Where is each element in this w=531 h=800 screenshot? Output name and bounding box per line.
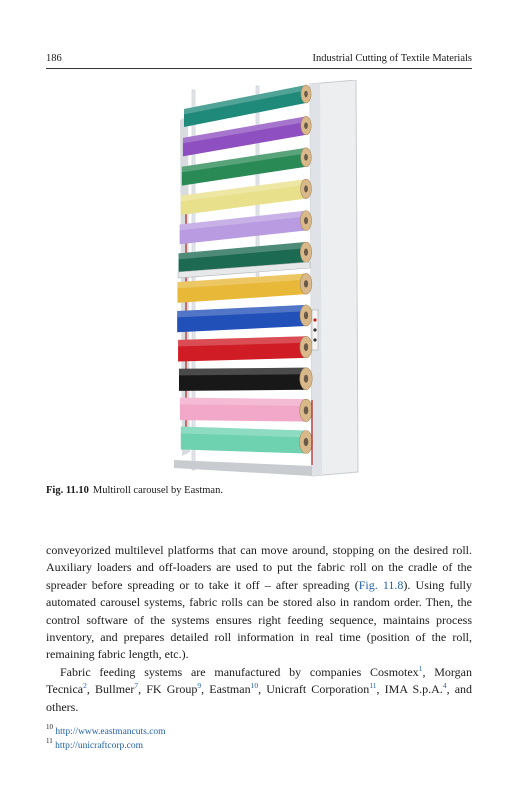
figure-label: Fig. 11.10	[46, 485, 89, 496]
footnote-ref[interactable]: 10	[250, 681, 259, 691]
fabric-roll	[180, 398, 312, 422]
body-text	[46, 542, 472, 716]
fabric-roll	[177, 305, 312, 332]
paragraph-1-text-end: ). Using fully automated carousel systems, fabric rolls can be stored also in random order. Then, the control software of the systems ensures right feeding sequence, maintains process inventory, and prepares detailed roll information in real time (position of the roll, remaining fabric length, etc.).	[46, 577, 473, 662]
footnote-url[interactable]: http://www.eastmancuts.com	[55, 727, 166, 737]
fabric-roll	[178, 336, 312, 361]
footnote-11	[46, 739, 472, 753]
footnote-ref[interactable]: 9	[197, 681, 202, 691]
figure-photo	[160, 80, 366, 478]
footnote-number: 10	[46, 723, 53, 731]
p2-text-a: Fabric feeding systems are manufactured by companies Cosmotex	[60, 664, 419, 679]
paragraph-1	[46, 542, 472, 664]
figure-reference-link[interactable]: Fig. 11.8	[358, 577, 404, 592]
p2-text-d: , FK Group	[138, 682, 198, 697]
p2-text-f: , Unicraft Corporation	[258, 682, 370, 697]
p2-text-g: , IMA S.p.A.	[376, 682, 443, 697]
footnote-number: 11	[46, 737, 53, 745]
p2-text-e: , Eastman	[201, 682, 251, 697]
paragraph-1-text: conveyorized multilevel platforms that can move around, stopping on the desired roll. Auxiliary loaders and off-loaders are used to put the fabric roll on the cradle of the spreader before spreading or to take it off – after spreading (	[46, 543, 472, 592]
fabric-roll	[180, 211, 312, 245]
footnote-ref[interactable]: 7	[134, 681, 139, 691]
footnote-ref[interactable]: 2	[83, 681, 87, 691]
header-rule	[46, 68, 472, 69]
p2-text-b: , Morgan Tecnica	[46, 664, 472, 697]
page-number: 186	[46, 53, 62, 64]
figure-caption	[46, 484, 472, 498]
fabric-roll	[181, 427, 313, 454]
footnote-ref[interactable]: 11	[369, 681, 377, 691]
carousel-illustration	[160, 80, 366, 478]
fabric-roll	[179, 368, 312, 391]
footnote-url[interactable]: http://unicraftcorp.com	[55, 741, 143, 751]
footnotes	[46, 725, 472, 753]
figure-caption-text: Multiroll carousel by Eastman.	[92, 485, 223, 496]
p2-text-h: , and others.	[46, 682, 473, 714]
fabric-roll	[182, 148, 311, 186]
p2-text-c: , Bullmer	[86, 682, 135, 697]
page-header	[46, 52, 472, 66]
fabric-roll	[181, 179, 312, 215]
footnote-ref[interactable]: 1	[418, 663, 423, 673]
footnote-10	[46, 725, 472, 739]
footnote-ref[interactable]: 4	[442, 681, 447, 691]
running-title: Industrial Cutting of Textile Materials	[312, 53, 472, 64]
paragraph-2	[46, 664, 472, 716]
fabric-roll	[177, 273, 311, 302]
